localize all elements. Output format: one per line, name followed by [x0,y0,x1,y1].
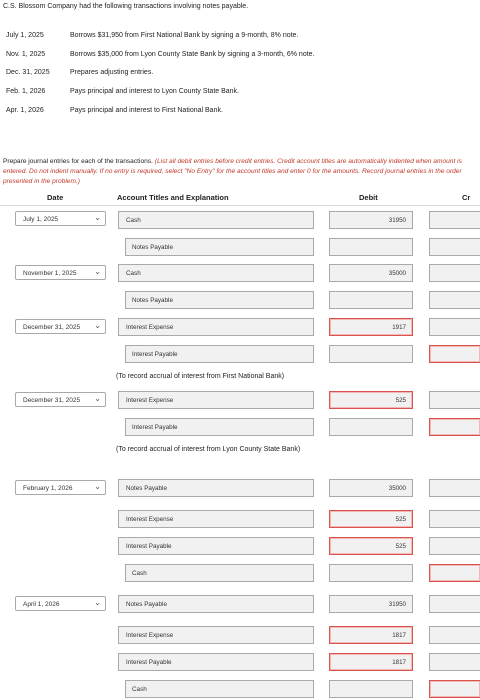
account-title-input[interactable]: Notes Payable [125,238,314,256]
transaction-date: Apr. 1, 2026 [6,107,44,114]
entry-date-select[interactable]: February 1, 2026 ⌄ [15,480,106,495]
debit-input[interactable]: 525 [329,391,413,409]
account-title-input[interactable]: Cash [118,264,314,282]
credit-input[interactable] [429,418,480,436]
debit-input[interactable]: 31950 [329,211,413,229]
date-column-header: Date [47,193,64,202]
transaction-description: Pays principal and interest to Lyon County State Bank. [70,88,240,95]
account-title-input[interactable]: Interest Expense [118,391,314,409]
account-title-input[interactable]: Cash [125,680,314,698]
entry-date-select[interactable]: November 1, 2025 ⌄ [15,265,106,280]
entry-date-select[interactable]: July 1, 2025 ⌄ [15,211,106,226]
transaction-date: Dec. 31, 2025 [6,69,50,76]
credit-input[interactable] [429,537,480,555]
credit-input[interactable] [429,564,480,582]
entry-date-select[interactable]: December 31, 2025 ⌄ [15,319,106,334]
header-divider [0,205,480,206]
debit-input[interactable] [329,291,413,309]
entry-explanation: (To record accrual of interest from First National Bank) [116,373,285,380]
debit-input[interactable]: 1817 [329,626,413,644]
credit-input[interactable] [429,391,480,409]
account-title-input[interactable]: Interest Payable [118,537,314,555]
credit-column-header: Cr [462,193,471,202]
instructions-text: Prepare journal entries for each of the transactions. [3,158,155,165]
credit-input[interactable] [429,238,480,256]
credit-input[interactable] [429,510,480,528]
transaction-description: Borrows $35,000 from Lyon County State Bank by signing a 3-month, 6% note. [70,51,315,58]
chevron-down-icon: ⌄ [94,267,101,276]
account-title-input[interactable]: Interest Expense [118,626,314,644]
transaction-description: Pays principal and interest to First National Bank. [70,107,223,114]
account-title-input[interactable]: Cash [118,211,314,229]
credit-input[interactable] [429,291,480,309]
credit-input[interactable] [429,653,480,671]
instructions [3,157,473,187]
debit-input[interactable]: 1917 [329,318,413,336]
debit-input[interactable] [329,345,413,363]
account-title-input[interactable]: Notes Payable [118,595,314,613]
chevron-down-icon: ⌄ [94,482,101,491]
debit-input[interactable] [329,238,413,256]
credit-input[interactable] [429,345,480,363]
entry-date-select[interactable]: April 1, 2026 ⌄ [15,596,106,611]
entry-explanation: (To record accrual of interest from Lyon County State Bank) [116,446,301,453]
account-title-input[interactable]: Notes Payable [125,291,314,309]
debit-input[interactable]: 35000 [329,479,413,497]
debit-input[interactable] [329,418,413,436]
credit-input[interactable] [429,318,480,336]
debit-input[interactable] [329,680,413,698]
credit-input[interactable] [429,595,480,613]
debit-input[interactable]: 31950 [329,595,413,613]
account-title-input[interactable]: Interest Payable [118,653,314,671]
chevron-down-icon: ⌄ [94,598,101,607]
transaction-date: July 1, 2025 [6,32,44,39]
account-title-input[interactable]: Notes Payable [118,479,314,497]
account-title-input[interactable]: Interest Expense [118,318,314,336]
debit-input[interactable]: 1817 [329,653,413,671]
account-title-input[interactable]: Interest Payable [125,345,314,363]
account-title-input[interactable]: Interest Payable [125,418,314,436]
credit-input[interactable] [429,211,480,229]
problem-intro: C.S. Blossom Company had the following transactions involving notes payable. [3,3,249,10]
debit-input[interactable]: 35000 [329,264,413,282]
debit-column-header: Debit [359,193,378,202]
transaction-description: Borrows $31,950 from First National Bank by signing a 9-month, 8% note. [70,32,299,39]
instructions-note: (List all debit entries before credit entries. Credit account titles are automatically indented when amount is entered. Do not indent manually. If no entry is required, select "No Entry" for the account titles and enter 0 for the amounts. Record journal entries in the order presented in the problem.) [3,158,462,185]
entry-date-select[interactable]: December 31, 2025 ⌄ [15,392,106,407]
credit-input[interactable] [429,626,480,644]
chevron-down-icon: ⌄ [94,321,101,330]
debit-input[interactable]: 525 [329,510,413,528]
account-column-header: Account Titles and Explanation [117,193,229,202]
transaction-description: Prepares adjusting entries. [70,69,154,76]
credit-input[interactable] [429,680,480,698]
credit-input[interactable] [429,264,480,282]
debit-input[interactable] [329,564,413,582]
debit-input[interactable]: 525 [329,537,413,555]
credit-input[interactable] [429,479,480,497]
chevron-down-icon: ⌄ [94,213,101,222]
transaction-date: Feb. 1, 2026 [6,88,46,95]
chevron-down-icon: ⌄ [94,394,101,403]
account-title-input[interactable]: Cash [125,564,314,582]
transaction-date: Nov. 1, 2025 [6,51,46,58]
account-title-input[interactable]: Interest Expense [118,510,314,528]
